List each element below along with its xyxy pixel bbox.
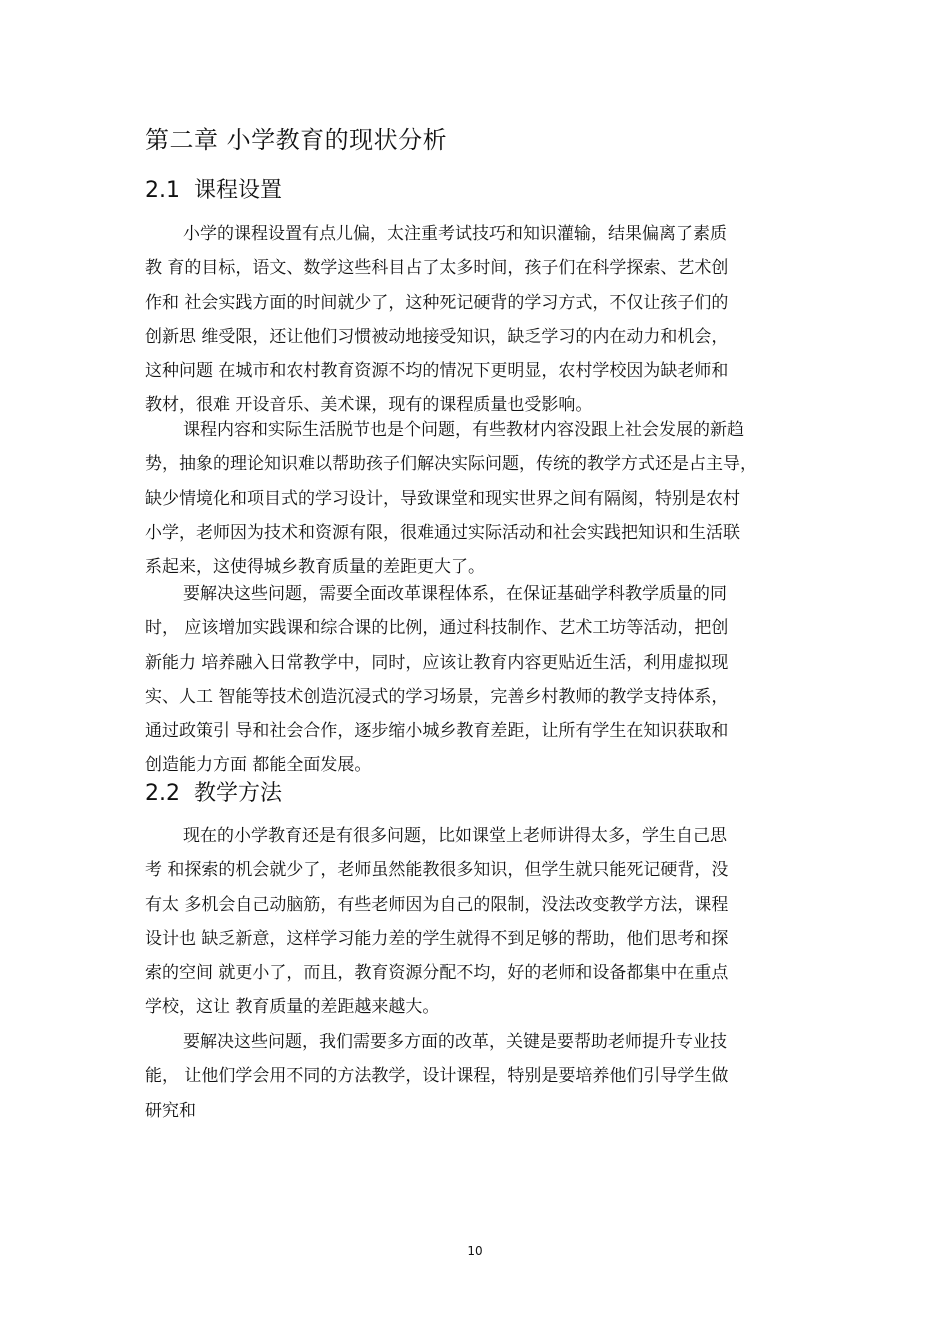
page-number: 10 <box>467 1244 483 1258</box>
text-line: 有太 多机会自己动脑筋，有些老师因为自己的限制，没法改变教学方法，课程 <box>145 894 729 915</box>
section-heading-2-2 <box>145 779 282 809</box>
section-number: 2.1 <box>145 178 180 203</box>
text-line: 势，抽象的理论知识难以帮助孩子们解决实际问题，传统的教学方式还是占主导， <box>145 454 757 475</box>
text-line: 这种问题 在城市和农村教育资源不均的情况下更明显，农村学校因为缺老师和 <box>145 361 729 382</box>
paragraph <box>145 819 810 1025</box>
text-line: 课程内容和实际生活脱节也是个问题，有些教材内容没跟上社会发展的新趋 <box>183 420 744 440</box>
paragraph <box>145 217 810 423</box>
text-line: 系起来，这使得城乡教育质量的差距更大了。 <box>145 557 485 578</box>
text-line: 创新思 维受限，还让他们习惯被动地接受知识，缺乏学习的内在动力和机会， <box>145 326 729 347</box>
text-line: 小学的课程设置有点儿偏，太注重考试技巧和知识灌输，结果偏离了素质 <box>183 224 727 244</box>
text-line: 新能力 培养融入日常教学中，同时，应该让教育内容更贴近生活，利用虚拟现 <box>145 652 729 673</box>
text-line: 设计也 缺乏新意，这样学习能力差的学生就得不到足够的帮助，他们思考和探 <box>145 928 729 949</box>
paragraph <box>145 413 810 584</box>
text-line: 实、人工 智能等技术创造沉浸式的学习场景，完善乡村教师的教学支持体系， <box>145 686 729 707</box>
text-line: 要解决这些问题，我们需要多方面的改革，关键是要帮助老师提升专业技 <box>183 1032 727 1052</box>
chapter-title: 第二章 小学教育的现状分析 <box>145 126 448 154</box>
text-line: 通过政策引 导和社会合作，逐步缩小城乡教育差距，让所有学生在知识获取和 <box>145 721 729 742</box>
text-line: 研究和 <box>145 1100 196 1121</box>
section-number: 2.2 <box>145 781 180 806</box>
text-line: 创造能力方面 都能全面发展。 <box>145 755 372 776</box>
text-line: 要解决这些问题，需要全面改革课程体系，在保证基础学科教学质量的同 <box>183 584 727 604</box>
text-line: 教材，很难 开设音乐、美术课，现有的课程质量也受影响。 <box>145 395 593 416</box>
paragraph <box>145 577 810 783</box>
text-line: 学校，这让 教育质量的差距越来越大。 <box>145 997 440 1018</box>
section-title: 教学方法 <box>194 781 283 806</box>
text-line: 现在的小学教育还是有很多问题，比如课堂上老师讲得太多，学生自己思 <box>183 826 727 846</box>
text-line: 时， 应该增加实践课和综合课的比例，通过科技制作、艺术工坊等活动，把创 <box>145 618 729 639</box>
text-line: 作和 社会实践方面的时间就少了，这种死记硬背的学习方式，不仅让孩子们的 <box>145 292 729 313</box>
text-line: 小学，老师因为技术和资源有限，很难通过实际活动和社会实践把知识和生活联 <box>145 522 740 543</box>
text-line: 缺少情境化和项目式的学习设计，导致课堂和现实世界之间有隔阂，特别是农村 <box>145 488 740 509</box>
paragraph <box>145 1025 810 1128</box>
section-title: 课程设置 <box>194 178 283 203</box>
text-line: 索的空间 就更小了，而且，教育资源分配不均，好的老师和设备都集中在重点 <box>145 963 729 984</box>
text-line: 教 育的目标，语文、数学这些科目占了太多时间，孩子们在科学探索、艺术创 <box>145 258 729 279</box>
section-heading-2-1 <box>145 176 282 206</box>
text-line: 能， 让他们学会用不同的方法教学，设计课程，特别是要培养他们引导学生做 <box>145 1066 729 1087</box>
text-line: 考 和探索的机会就少了，老师虽然能教很多知识，但学生就只能死记硬背，没 <box>145 860 729 881</box>
